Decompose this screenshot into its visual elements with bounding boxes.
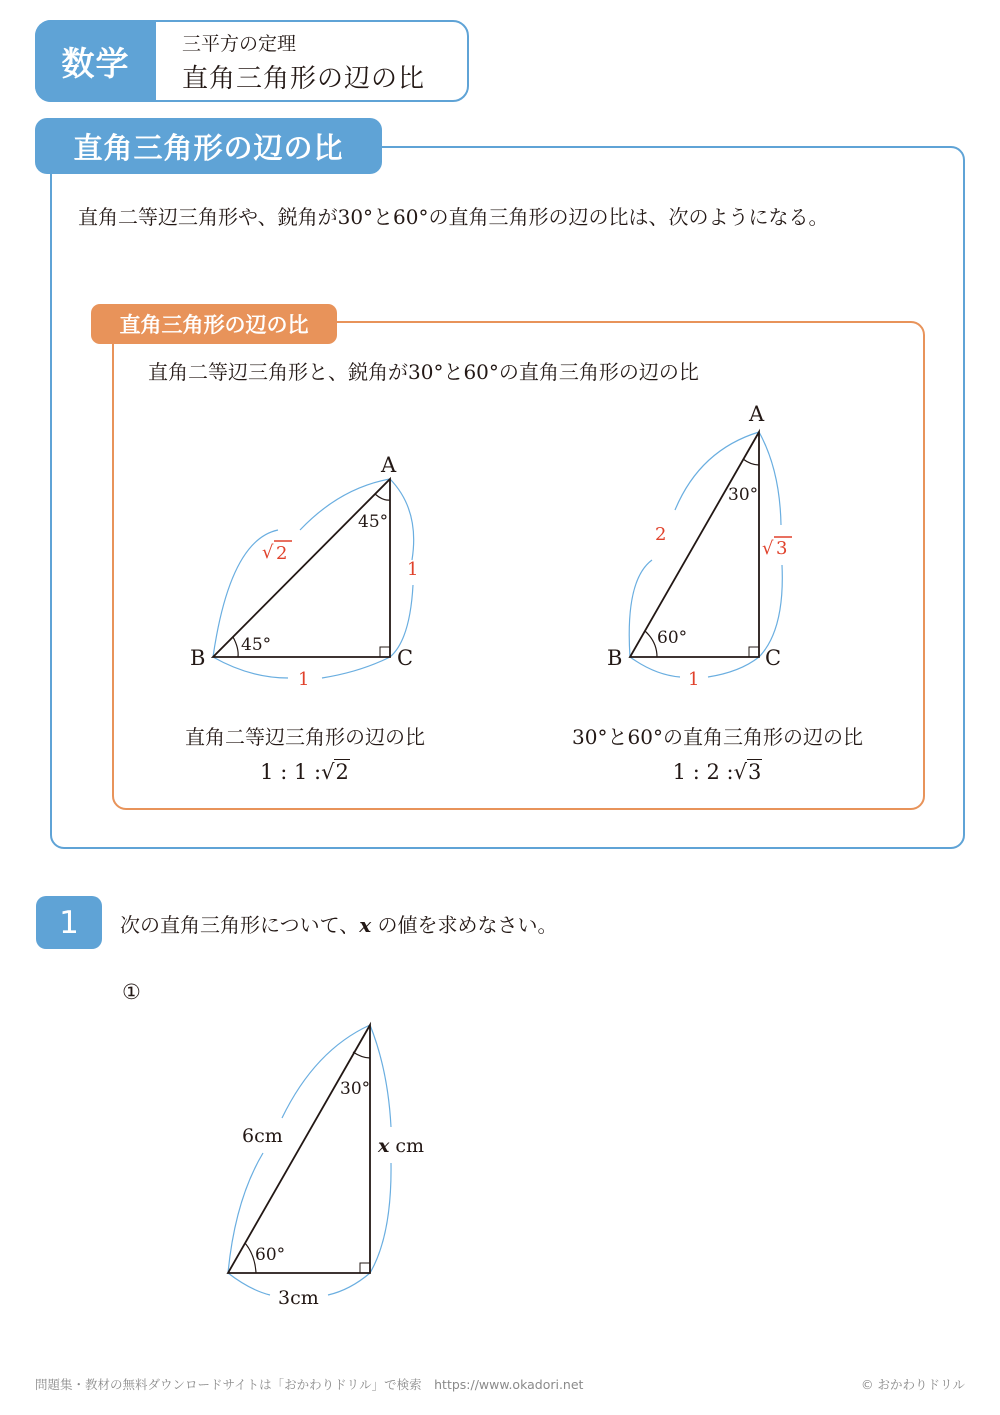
base-arc bbox=[228, 1273, 270, 1295]
base-side-label: 3cm bbox=[278, 1287, 319, 1309]
angle-b-label: 60° bbox=[657, 628, 688, 648]
angle-a-label: 30° bbox=[728, 485, 759, 505]
variable-x: x bbox=[359, 913, 372, 937]
thirty-sixty-caption: 30°と60°の直角三角形の辺の比 bbox=[572, 725, 863, 749]
vertical-side-label: 1 bbox=[407, 559, 419, 580]
angle-arc-bottom bbox=[245, 1243, 256, 1273]
sqrt-2: √2 bbox=[321, 760, 349, 784]
problem-triangle-figure bbox=[228, 1025, 424, 1309]
isosceles-caption: 直角二等辺三角形の辺の比 bbox=[185, 725, 425, 749]
unit-name: 三平方の定理 bbox=[182, 33, 297, 55]
base-arc bbox=[328, 1273, 370, 1295]
vertical-radicand: 3 bbox=[776, 538, 788, 559]
variable-x: x bbox=[378, 1135, 390, 1157]
angle-arc-top bbox=[353, 1052, 370, 1058]
hypotenuse-label: 6cm bbox=[242, 1125, 283, 1147]
sqrt-3: √3 bbox=[733, 760, 762, 784]
vertex-a-label: A bbox=[381, 453, 397, 477]
angle-a-label: 45° bbox=[358, 512, 389, 532]
hypotenuse-arc bbox=[282, 1025, 370, 1118]
vertex-c-label: C bbox=[765, 646, 782, 670]
angle-b-label: 45° bbox=[241, 635, 272, 655]
intro-text: 直角二等辺三角形や、鋭角が30°と60°の直角三角形の辺の比は、次のようになる。 bbox=[78, 205, 829, 229]
hypotenuse-radicand: 2 bbox=[276, 543, 288, 564]
question-number-badge: 1 bbox=[36, 896, 102, 949]
footer-copyright: © おかわりドリル bbox=[861, 1377, 965, 1392]
ratio-prefix: 1 : 1 : bbox=[260, 760, 322, 784]
thirty-sixty-ratio bbox=[535, 760, 900, 784]
item-label: ① bbox=[122, 980, 141, 1004]
problem-triangle bbox=[228, 1025, 370, 1273]
hypotenuse-arc bbox=[228, 1153, 263, 1273]
vertical-arc bbox=[370, 1025, 391, 1127]
vertex-b-label: B bbox=[190, 646, 206, 670]
unit-cm: cm bbox=[389, 1135, 425, 1157]
svg-text:√: √ bbox=[762, 538, 774, 559]
svg-text:√: √ bbox=[262, 542, 274, 563]
page-title: 直角三角形の辺の比 bbox=[182, 64, 426, 94]
summary-subtitle: 直角二等辺三角形と、鋭角が30°と60°の直角三角形の辺の比 bbox=[148, 360, 699, 384]
vertex-b-label: B bbox=[607, 646, 623, 670]
vertex-c-label: C bbox=[397, 646, 414, 670]
subject-badge: 数学 bbox=[35, 20, 156, 102]
vertex-a-label: A bbox=[749, 402, 765, 426]
vertical-arc bbox=[370, 1163, 391, 1273]
base-side-label: 1 bbox=[688, 669, 700, 690]
footer-site-info: 問題集・教材の無料ダウンロードサイトは「おかわりドリル」で検索 https://www.okadori.net bbox=[35, 1377, 584, 1392]
right-angle-mark bbox=[360, 1263, 370, 1273]
question-instruction: 次の直角三角形について、x の値を求めなさい。 bbox=[120, 913, 558, 937]
angle-top-label: 30° bbox=[340, 1079, 371, 1099]
isosceles-ratio bbox=[140, 760, 470, 784]
angle-bottom-label: 60° bbox=[255, 1245, 286, 1265]
vertical-side-label bbox=[377, 1135, 424, 1157]
summary-box-title: 直角三角形の辺の比 bbox=[91, 304, 337, 344]
ratio-prefix: 1 : 2 : bbox=[672, 760, 734, 784]
base-side-label: 1 bbox=[298, 669, 310, 690]
hypotenuse-label: 2 bbox=[655, 524, 667, 545]
section-title: 直角三角形の辺の比 bbox=[35, 118, 382, 174]
